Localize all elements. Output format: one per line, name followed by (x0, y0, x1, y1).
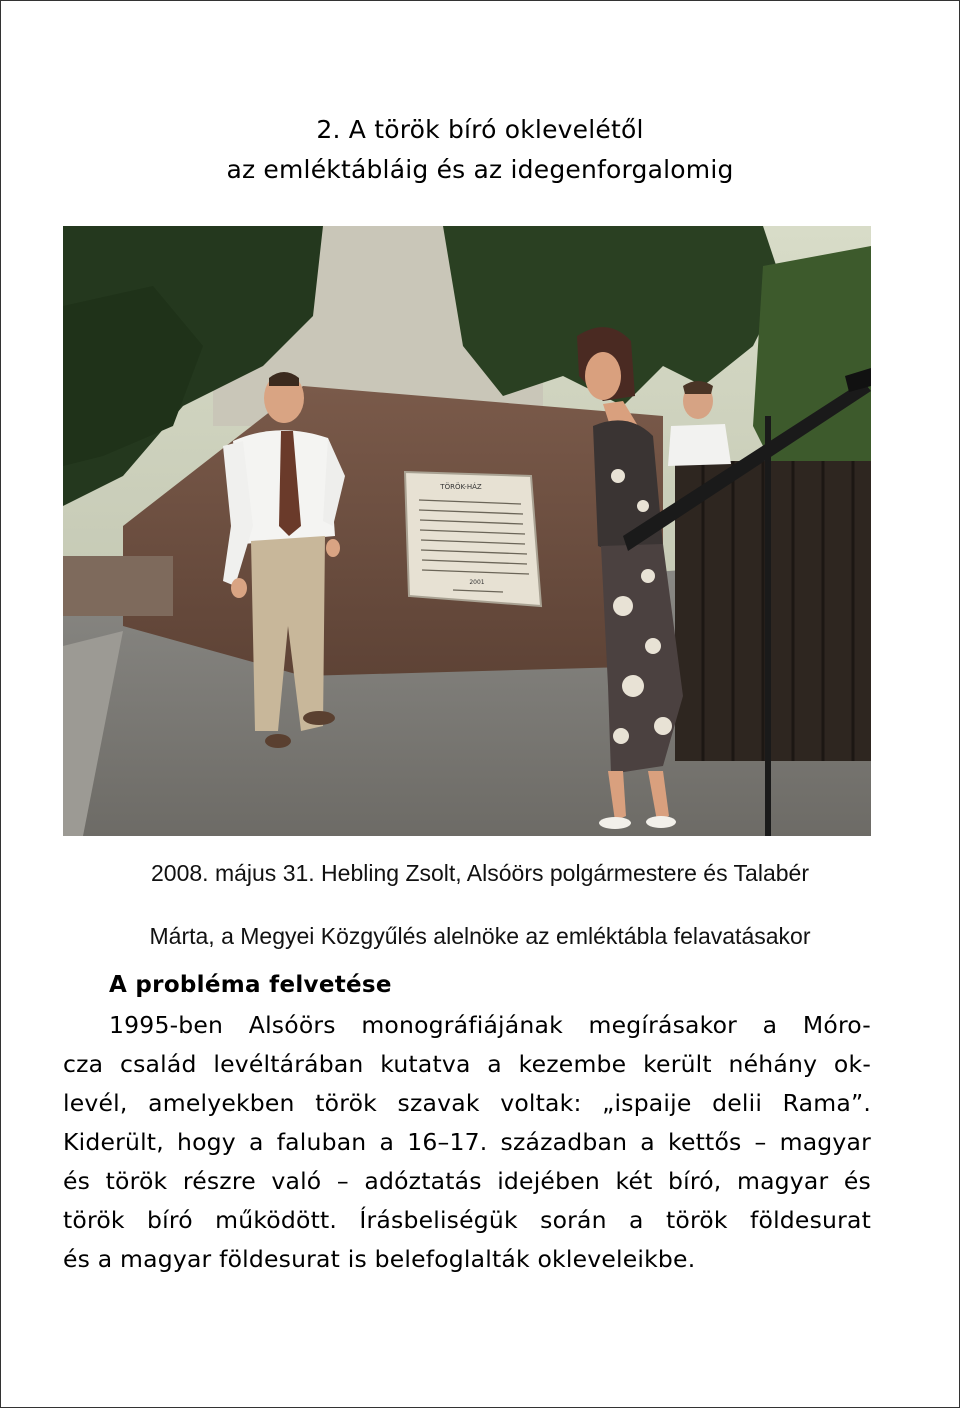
ceremony-photo (63, 226, 871, 836)
paragraph-line: cza család levéltárában kutatva a kezembe került néhány ok- (63, 1050, 871, 1078)
chapter-title-line-2: az emléktábláig és az idegenforgalomig (226, 155, 734, 184)
chapter-title-line-1: 2. A török bíró oklevelétől (316, 115, 644, 144)
photo-caption-line-2: Márta, a Megyei Közgyűlés alelnöke az emléktábla felavatásakor (149, 923, 811, 949)
paragraph-line: és török részre való – adóztatás idejében két bíró, magyar és (63, 1167, 871, 1195)
plaque-year: 2001 (469, 579, 485, 586)
plaque-heading: TÖRÖK-HÁZ (440, 483, 482, 491)
paragraph-line: 1995-ben Alsóörs monográfiájának megírásakor a Móro- (109, 1011, 871, 1039)
photo-caption-line-1: 2008. május 31. Hebling Zsolt, Alsóörs polgármestere és Talabér (151, 860, 809, 886)
paragraph-line: török bíró működött. Írásbeliségük során a török földesurat (63, 1206, 871, 1234)
section-heading: A probléma felvetése (109, 972, 392, 998)
paragraph-line: és a magyar földesurat is belefoglalták okleveleikbe. (63, 1245, 696, 1273)
paragraph-line: Kiderült, hogy a faluban a 16–17. században a kettős – magyar (63, 1128, 871, 1156)
paragraph-line: levél, amelyekben török szavak voltak: „ispaije delii Rama”. (63, 1089, 871, 1117)
